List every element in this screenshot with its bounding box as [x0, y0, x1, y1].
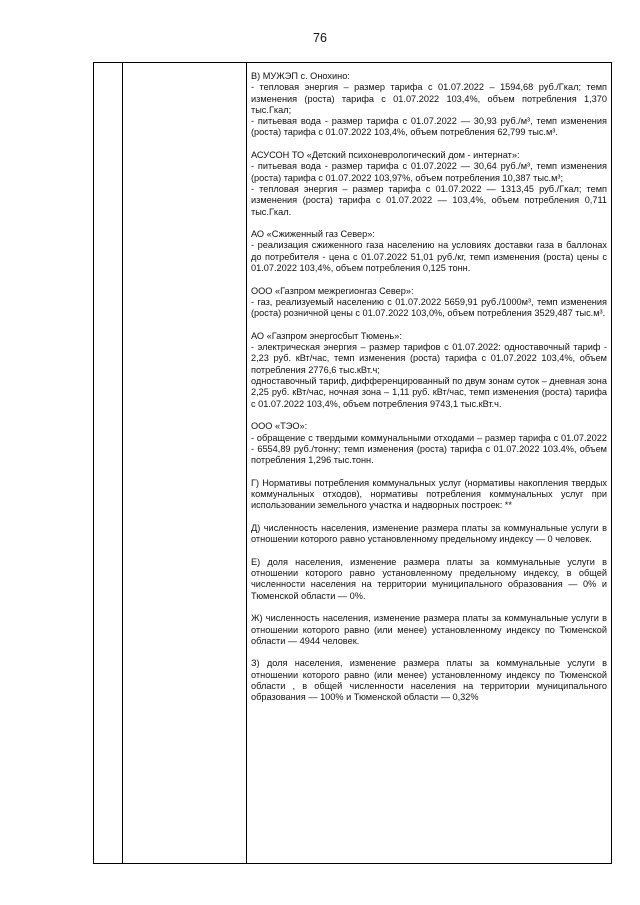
block-line: - питьевая вода - размер тарифа с 01.07.2022 — 30,64 руб./м³, темп изменения (роста) тарифа с 01.07.2022 103,97%, объем потребления 10,387 тыс.м³;: [251, 161, 607, 183]
text-block-zh: [251, 613, 607, 647]
block-line: Е) доля населения, изменение размера платы за коммунальные услуги в отношении которого равно установленному предельному индексу, в общей численности населения на территории муниципального образования — 0% и Тюменской области — 0%.: [251, 556, 607, 601]
text-block-energosbyt: [251, 331, 607, 410]
block-line: З) доля населения, изменение размера платы за коммунальные услуги в отношении которого равно (или менее) установленному индексу по Тюменской области , в общей численности населения на территории муниципального образования — 100% и Тюменской области — 0,32%: [251, 658, 607, 703]
text-block-asuson: [251, 150, 607, 218]
block-line: Д) численность населения, изменение размера платы за коммунальные услуги в отношении которого равно установленному предельному индексу — 0 человек.: [251, 522, 607, 545]
block-line: - реализация сжиженного газа населению на условиях доставки газа в баллонах до потребителя - цена с 01.07.2022 51,01 руб./кг, темп изменения (роста) цены с 01.07.2022 103,4%, объем потребления 0,125 тонн.: [251, 240, 607, 274]
block-line: - обращение с твердыми коммунальными отходами – размер тарифа с 01.07.2022 - 6554,89 руб./тонну; темп изменения (роста) тарифа с 01.07.2022 103.4%, объем потребления 1,296 тыс.тонн.: [251, 432, 607, 466]
block-line: Ж) численность населения, изменение размера платы за коммунальные услуги в отношении которого равно (или менее) установленному индексу по Тюменской области — 4944 человек.: [251, 613, 607, 646]
text-block-teo: [251, 421, 607, 466]
block-heading: АО «Газпром энергосбыт Тюмень»:: [251, 330, 402, 341]
block-heading: ООО «ТЭО»:: [251, 421, 308, 432]
text-block-z: [251, 658, 607, 703]
block-heading: В) МУЖЭП с. Онохино:: [251, 71, 350, 81]
block-heading: ООО «Газпром межрегионгаз Север»:: [251, 285, 414, 296]
block-line: Г) Нормативы потребления коммунальных услуг (нормативы накопления твердых коммунальных отходов), нормативы потребления коммунальных услуг при использовании земельного участка и надворных построек: **: [251, 477, 607, 511]
block-line: - тепловая энергия – размер тарифа с 01.07.2022 – 1594,68 руб./Гкал; темп изменения (роста) тарифа с 01.07.2022 103,4%, объем потребления 1,370 тыс.Гкал;: [251, 82, 607, 115]
block-line: - тепловая энергия – размер тарифа с 01.07.2022 — 1313,45 руб./Гкал; темп изменения (роста) тарифа с 01.07.2022 — 103,4%, объем потребления 0,711 тыс.Гкал.: [251, 183, 607, 217]
block-line: - газ, реализуемый населению с 01.07.2022 5659,91 руб./1000м³, темп изменения (роста) розничной цены с 01.07.2022 103,0%, объем потребления 3529,487 тыс.м³.: [251, 296, 607, 319]
tariff-text-cell: [251, 71, 607, 704]
column-divider-2: [246, 63, 247, 863]
text-block-e: [251, 557, 607, 602]
block-heading: АСУСОН ТО «Детский психоневрологический дом - интернат»:: [251, 150, 520, 161]
text-block-g: [251, 478, 607, 512]
block-heading: АО «Сжиженный газ Север»:: [251, 229, 375, 240]
text-block-lpg: [251, 229, 607, 274]
document-table: [93, 62, 612, 864]
text-block-muzhep: [251, 71, 607, 139]
block-line: - питьевая вода - размер тарифа с 01.07.2022 — 30,93 руб./м³, темп изменения (роста) тарифа с 01.07.2022 103,4%, объем потребления 62,799 тыс.м³.: [251, 116, 607, 138]
block-line: одноставочный тариф, дифференцированный по двум зонам суток – дневная зона 2,25 руб. кВт/час, ночная зона – 1,11 руб. кВт/час, темп изменения (роста) тарифа с 01.07.2022 103,4%, объем потребления 9743,1 тыс.кВт.ч.: [251, 376, 607, 409]
text-block-gazprom-mrg: [251, 286, 607, 320]
text-block-d: [251, 523, 607, 546]
column-divider-1: [122, 63, 123, 863]
page-number: 76: [313, 31, 327, 45]
block-line: - электрическая энергия – размер тарифов с 01.07.2022: одноставочный тариф - 2,23 руб. кВт/час, темп изменения (роста) тарифа с 01.07.2022 103,4%, объем потребления 2776,6 тыс.кВт.ч;: [251, 342, 607, 375]
